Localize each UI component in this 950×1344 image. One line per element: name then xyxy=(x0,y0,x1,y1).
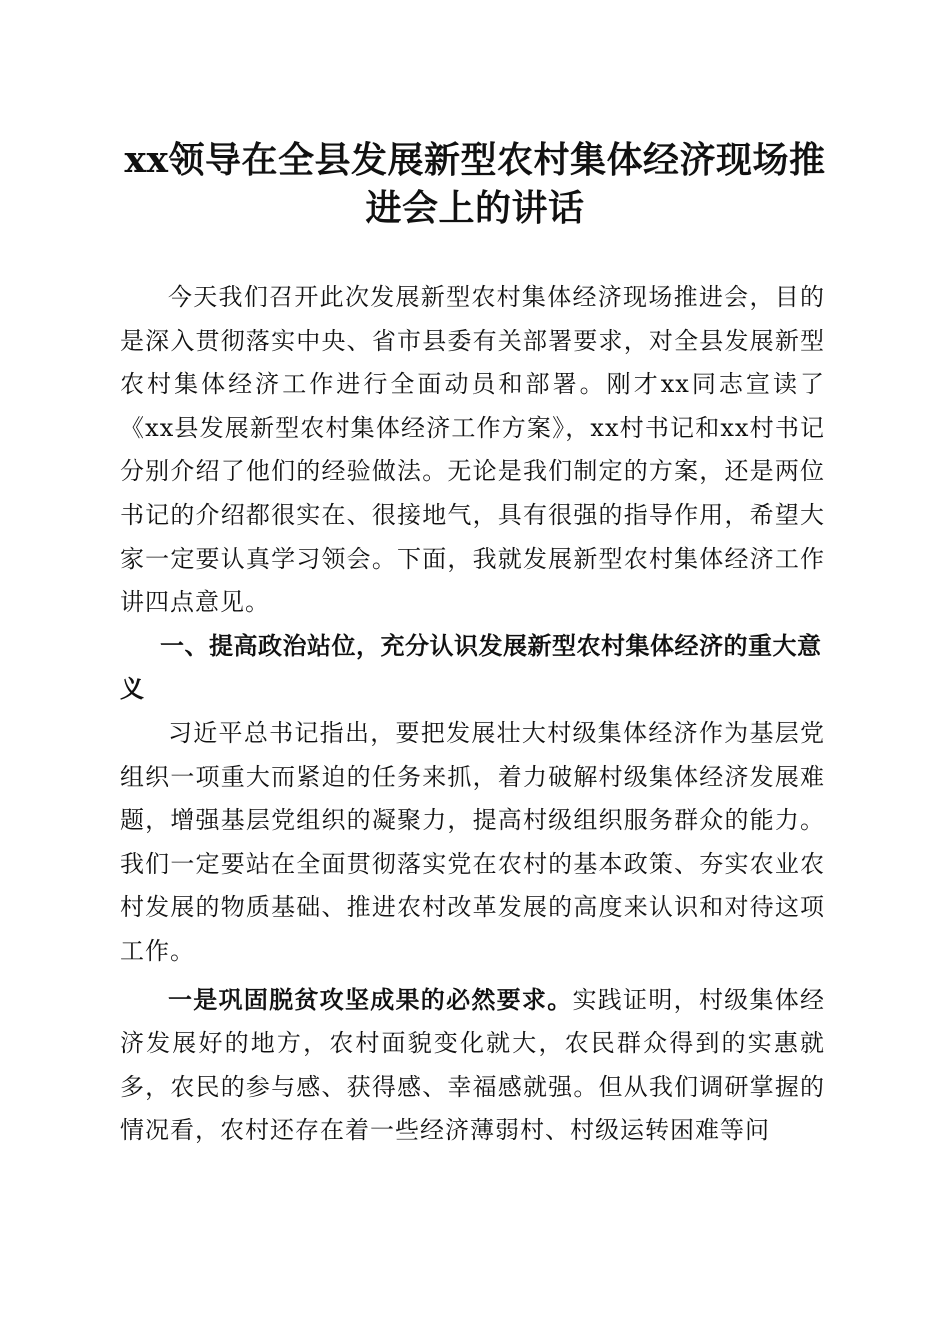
paragraph-intro: 今天我们召开此次发展新型农村集体经济现场推进会，目的是深入贯彻落实中央、省市县委有关部署要求，对全县发展新型农村集体经济工作进行全面动员和部署。刚才xx同志宣读了《xx县发展新型农村集体经济工作方案》，xx村书记和xx村书记分别介绍了他们的经验做法。无论是我们制定的方案，还是两位书记的介绍都很实在、很接地气，具有很强的指导作用，希望大家一定要认真学习领会。下面，我就发展新型农村集体经济工作讲四点意见。 xyxy=(120,283,825,617)
paragraph-section-1: 习近平总书记指出，要把发展壮大村级集体经济作为基层党组织一项重大而紧迫的任务来抓，着力破解村级集体经济发展难题，增强基层党组织的凝聚力，提高村级组织服务群众的能力。我们一定要站在全面贯彻落实党在农村的基本政策、夯实农业农村发展的物质基础、推进农村改革发展的高度来认识和对待这项工作。 xyxy=(120,718,825,965)
document-body xyxy=(120,276,825,1153)
paragraph-point-1 xyxy=(120,978,825,1153)
section-heading-1: 一、提高政治站位，充分认识发展新型农村集体经济的重大意义 xyxy=(120,631,822,704)
point-1-lead: 一是巩固脱贫攻坚成果的必然要求。 xyxy=(168,984,573,1014)
document-title xyxy=(100,136,850,232)
title-line-2: 进会上的讲话 xyxy=(365,187,585,229)
point-1-body: 实践证明，村级集体经济发展好的地方，农村面貌变化就大，农民群众得到的实惠就多，农民的参与感、获得感、幸福感就强。但从我们调研掌握的情况看，农村还存在着一些经济薄弱村、村级运转困难等问 xyxy=(120,985,826,1145)
title-line-1: xx领导在全县发展新型农村集体经济现场推 xyxy=(124,139,826,181)
